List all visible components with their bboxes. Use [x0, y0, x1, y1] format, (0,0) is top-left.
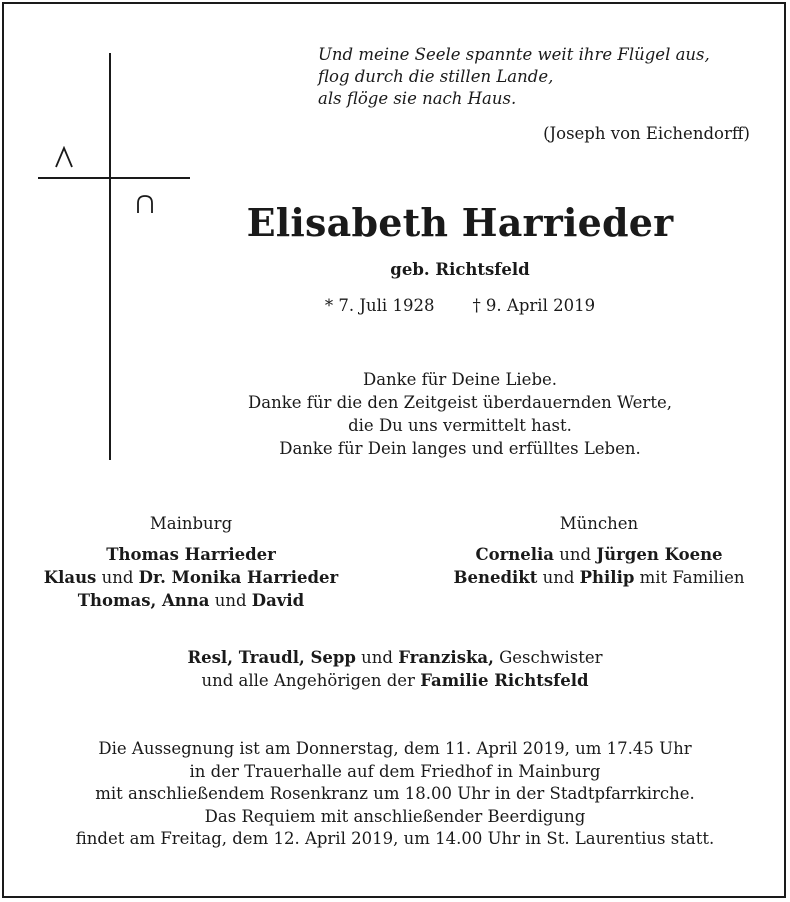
service-line: mit anschließendem Rosenkranz um 18.00 Uhr in der Stadtpfarrkirche. [95, 784, 695, 803]
cross-vertical-beam [109, 53, 111, 460]
mourners-muenchen [408, 512, 790, 589]
mourner-line: Thomas, Anna und David [77, 591, 305, 610]
poem-author: (Joseph von Eichendorff) [543, 124, 750, 143]
service-line: in der Trauerhalle auf dem Friedhof in Mainburg [189, 761, 601, 781]
thanks-text [130, 368, 790, 460]
birth-name: geb. Richtsfeld [390, 260, 530, 279]
siblings-line: Resl, Traudl, Sepp und Franziska, Geschwister [187, 648, 603, 667]
thanks-line: Danke für Deine Liebe. [362, 370, 558, 389]
mourners-mainburg [0, 512, 382, 612]
poem-line: Und meine Seele spannte weit ihre Flügel aus, [318, 45, 710, 64]
thanks-line: die Du uns vermittelt hast. [348, 416, 572, 435]
poem-line: flog durch die stillen Lande, [318, 67, 554, 86]
alpha-symbol-icon [54, 146, 74, 168]
siblings [0, 646, 790, 692]
mourner-line: Benedikt und Philip mit Familien [453, 568, 745, 587]
place-muenchen: München [559, 514, 639, 533]
thanks-line: Danke für die den Zeitgeist überdauernden Werte, [248, 393, 672, 412]
service-line: findet am Freitag, dem 12. April 2019, um 14.00 Uhr in St. Laurentius statt. [75, 829, 715, 848]
place-mainburg: Mainburg [149, 514, 233, 533]
service-line: Das Requiem mit anschließender Beerdigung [204, 806, 586, 826]
death-date: † 9. April 2019 [472, 296, 596, 315]
service-line: Die Aussegnung ist am Donnerstag, dem 11. April 2019, um 17.45 Uhr [98, 739, 692, 758]
mourner-line: Cornelia und Jürgen Koene [475, 545, 723, 564]
life-dates [130, 296, 790, 315]
service-info [0, 738, 790, 851]
poem-line: als flöge sie nach Haus. [318, 89, 517, 108]
thanks-line: Danke für Dein langes und erfülltes Leben. [279, 439, 641, 458]
poem [318, 44, 710, 110]
cross-horizontal-beam [38, 177, 190, 179]
mourner-line: Thomas Harrieder [106, 545, 276, 564]
siblings-line: und alle Angehörigen der Familie Richtsfeld [201, 671, 589, 690]
birth-date: * 7. Juli 1928 [324, 296, 435, 315]
mourner-line: Klaus und Dr. Monika Harrieder [43, 568, 339, 587]
deceased-name: Elisabeth Harrieder [246, 200, 674, 245]
